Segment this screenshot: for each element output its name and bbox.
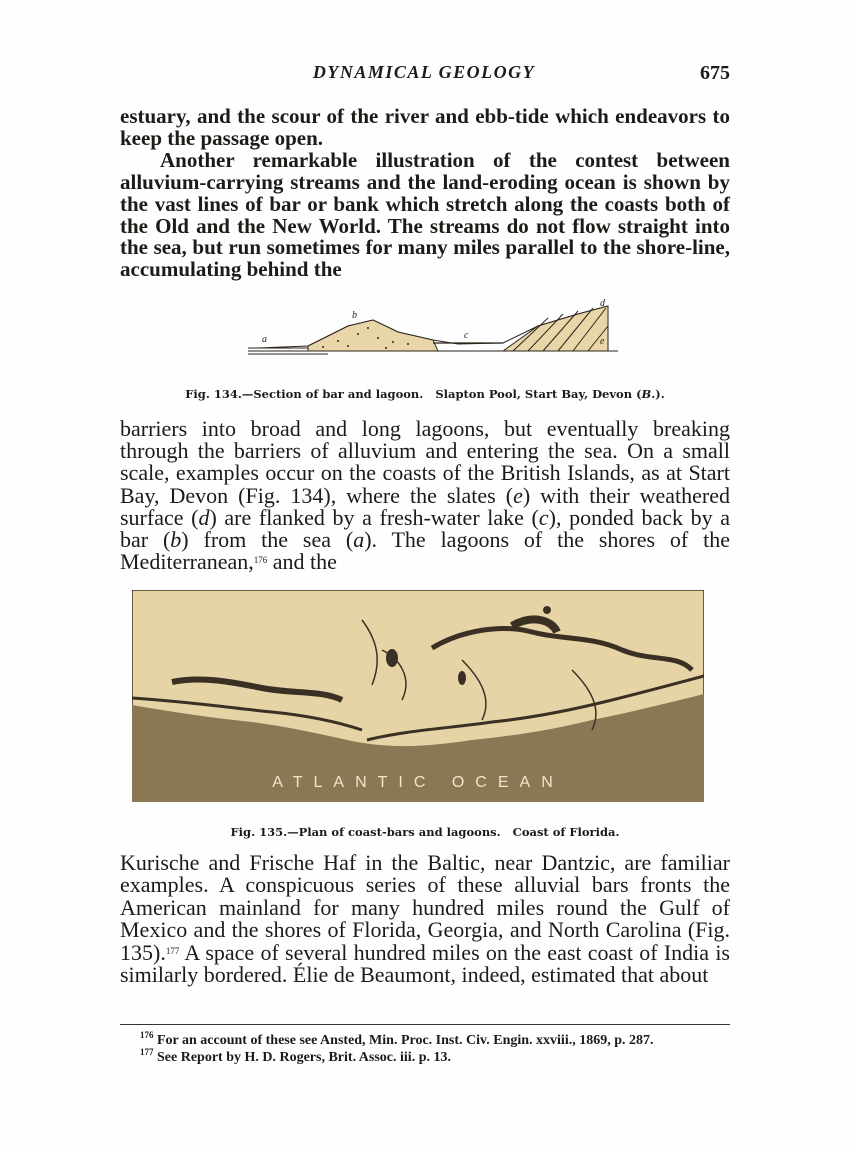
footnote-177: $^{177}$ See Report by H. D. Rogers, Brit. Assoc. iii. p. 13.	[140, 1047, 451, 1065]
label-e: e	[600, 336, 605, 347]
lake-3	[543, 606, 551, 614]
paragraph-bars: Another remarkable illustration of the contest between alluvium-carrying streams and the land-eroding ocean is shown by the vast lines of bar or bank which stretch along the coasts both of the Old and the New World. The streams do not flow straight into the sea, but run sometimes for many miles parallel to the shore-line, accumulating behind the	[120, 147, 730, 282]
figure-135-map	[132, 590, 704, 802]
bar-deposit	[308, 320, 438, 351]
label-b: b	[352, 310, 357, 321]
running-title: DYNAMICAL GEOLOGY	[312, 62, 536, 82]
label-d: d	[600, 298, 605, 309]
fig135-caption-place: Coast of Florida.	[512, 825, 620, 839]
paragraph-lagoons: barriers into broad and long lagoons, but eventually breaking through the barriers of alluvium and entering the sea. On a small scale, examples occur on the coasts of the British Islands, as at Start Bay, Devon (Fig. 134), where the slates (e) with their weathered surface (d) are flanked by a fresh-water lake (c), ponded back by a bar (b) from the sea (a). The lagoons of the shores of the Mediterranean,$^{176}$ and the	[120, 416, 730, 575]
lake-2	[386, 649, 398, 667]
figure-135-caption	[120, 825, 730, 839]
paragraph-examples: Kurische and Frische Haf in the Baltic, near Dantzic, are familiar examples. A conspicuous series of these alluvial bars fronts the American mainland for many hundred miles round the Gulf of Mexico and the shores of Florida, Georgia, and North Carolina (Fig. 135).$^{177}$ A space of several hundred miles on the east coast of India is similarly bordered. Élie de Beaumont, indeed, estimated that about	[120, 850, 730, 988]
footnote-rule	[120, 1024, 730, 1025]
fig134-caption-close: ).	[655, 387, 665, 401]
text-block-bottom	[120, 852, 730, 986]
footnote-176: $^{176}$ For an account of these see Ansted, Min. Proc. Inst. Civ. Engin. xxviii., 1869, p. 287.	[140, 1030, 654, 1048]
label-a: a	[262, 334, 267, 345]
page-number: 675	[700, 62, 730, 84]
fig134-caption-place: Slapton Pool, Start Bay, Devon (	[435, 387, 642, 401]
text-block-middle	[120, 418, 730, 573]
running-head	[118, 62, 730, 88]
label-c: c	[464, 330, 469, 341]
fig134-caption-source: B.	[641, 387, 656, 401]
ocean-label: ATLANTIC OCEAN	[272, 774, 564, 791]
slate-cliff	[503, 306, 608, 351]
footnote-ref-176[interactable]: 176	[253, 555, 268, 566]
fig135-caption-title: Fig. 135.—Plan of coast-bars and lagoons.	[230, 825, 501, 839]
coast-map	[132, 590, 704, 802]
fig134-caption-title: Fig. 134.—Section of bar and lagoon.	[185, 387, 424, 401]
footnotes	[120, 1032, 730, 1066]
footnote-ref-177[interactable]: 177	[165, 945, 180, 956]
paragraph-continuation: estuary, and the scour of the river and ebb-tide which endeavors to keep the passage open.	[120, 104, 730, 150]
lake	[458, 671, 466, 685]
figure-134-caption	[120, 387, 730, 401]
figure-134-section	[248, 296, 618, 366]
text-block-top	[120, 106, 730, 281]
